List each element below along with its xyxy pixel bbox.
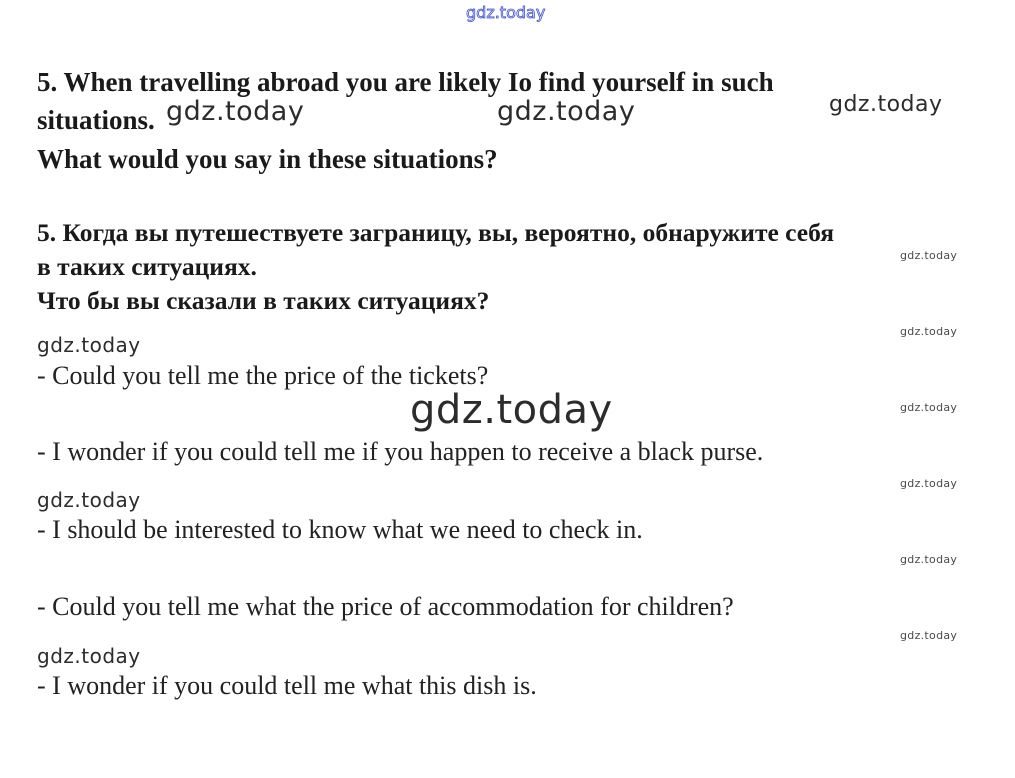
answer-line: - I wonder if you could tell me what this dish is. [37, 671, 537, 700]
watermark-main: gdz.today [829, 92, 943, 117]
watermark-small: gdz.today [900, 629, 958, 642]
watermark-small: gdz.today [900, 477, 958, 490]
watermark-main: gdz.today [166, 96, 305, 127]
watermark-top: gdz.today [466, 3, 546, 22]
watermark-large: gdz.today [410, 387, 613, 433]
task-question-en-wrap [37, 141, 965, 178]
answer-line: - I should be interested to know what we need to check in. [37, 515, 643, 544]
watermark-small: gdz.today [900, 553, 958, 566]
task-heading-ru [37, 216, 967, 318]
task-question-en: What would you say in these situations? [37, 144, 498, 174]
watermark-main: gdz.today [497, 96, 636, 127]
answer-line: - I wonder if you could tell me if you happen to receive a black purse. [37, 437, 764, 466]
watermark-main: gdz.today [37, 488, 141, 512]
watermark-small: gdz.today [900, 401, 958, 414]
task-heading-ru-line2: в таких ситуациях. [37, 252, 257, 281]
watermark-small: gdz.today [900, 325, 958, 338]
watermark-small: gdz.today [900, 249, 958, 262]
watermark-main: gdz.today [37, 644, 141, 668]
answer-line: - Could you tell me what the price of accommodation for children? [37, 592, 734, 621]
task-question-ru: Что бы вы сказали в таких ситуациях? [37, 286, 490, 315]
task-heading-ru-line1: 5. Когда вы путешествуете заграницу, вы, вероятно, обнаружите себя [37, 218, 835, 247]
watermark-main: gdz.today [37, 333, 141, 357]
answer-line: - Could you tell me the price of the tickets? [37, 361, 489, 390]
task-heading-en-line1: 5. When travelling abroad you are likely Io find yourself in such [37, 67, 774, 97]
task-heading-en-line2: situations. [37, 105, 155, 135]
